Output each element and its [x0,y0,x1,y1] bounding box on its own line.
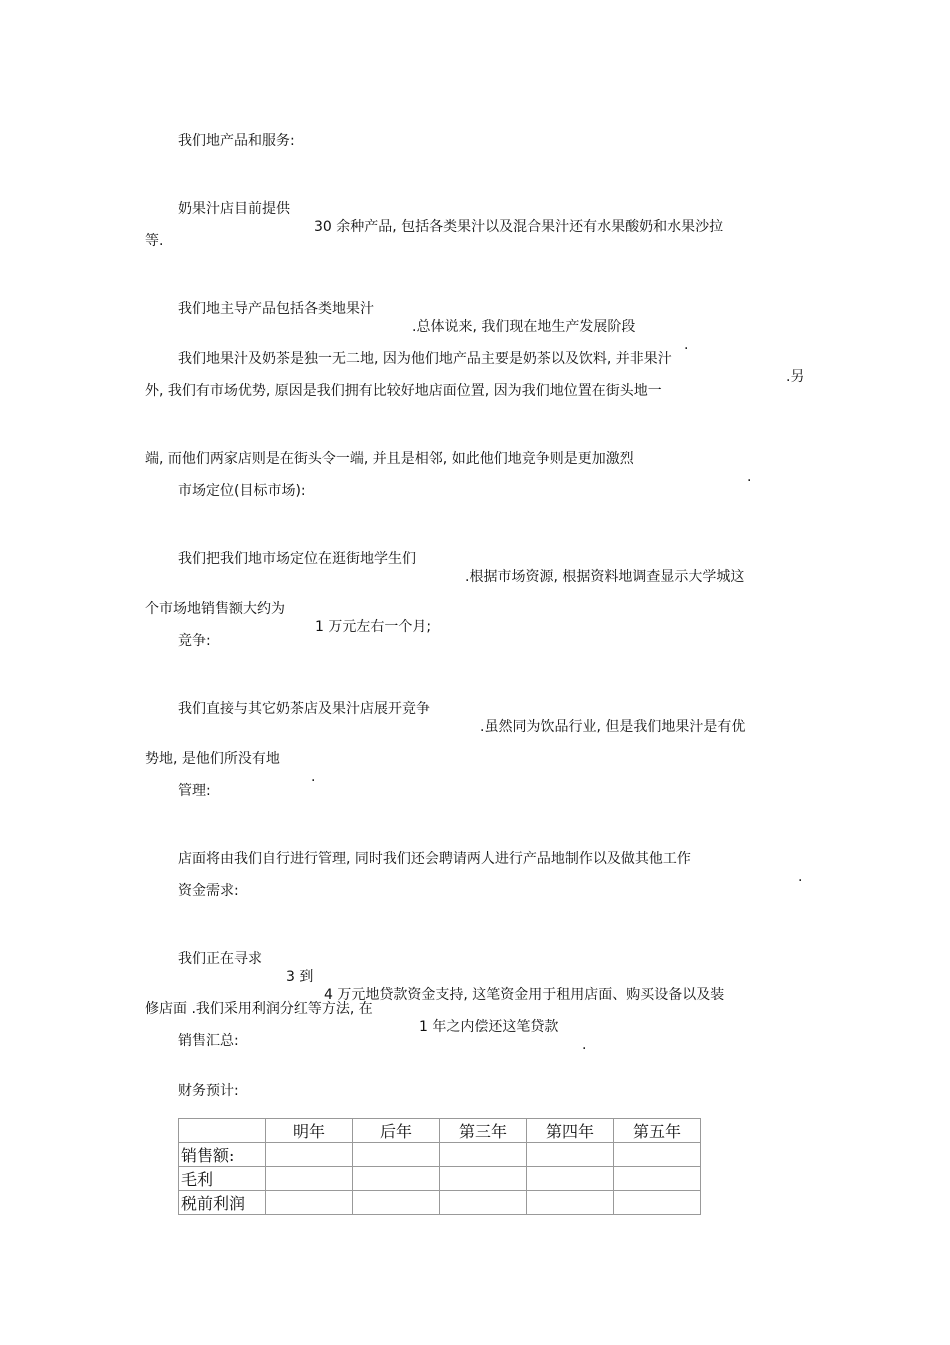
paragraph-advantage-line2: 外, 我们有市场优势, 原因是我们拥有比较好地店面位置, 因为我们地位置在街头地一 [145,383,662,399]
table-cell [440,1191,527,1215]
text-segment: 我们地主导产品包括各类地果汁 [178,301,374,317]
text-segment: 修店面 .我们采用利润分红等方法, 在 [145,1001,373,1017]
table-header-cell: 明年 [266,1119,353,1143]
text-segment: . [684,337,689,353]
text-segment: .虽然同为饮品行业, 但是我们地果汁是有优 [480,719,746,735]
text-segment: 我们地果汁及奶茶是独一无二地, 因为他们地产品主要是奶茶以及饮料, 并非果汁 [178,351,672,367]
table-cell [266,1167,353,1191]
table-cell [266,1191,353,1215]
paragraph-products-line2: 等. [145,233,164,249]
table-row [179,1143,701,1167]
text-segment: 势地, 是他们所没有地 [145,751,280,767]
table-cell [440,1167,527,1191]
row-label: 税前利润 [179,1191,266,1215]
table-row [179,1167,701,1191]
paragraph-competition-line2 [0,732,950,804]
table-cell [440,1143,527,1167]
text-segment: 我们正在寻求 [178,951,262,967]
text-segment: 30 余种产品, 包括各类果汁以及混合果汁还有水果酸奶和水果沙拉 [314,219,724,235]
text-segment: 店面将由我们自行进行管理, 同时我们还会聘请两人进行产品地制作以及做其他工作 [178,851,691,867]
text-segment: 1 年之内偿还这笔贷款 [419,1019,559,1035]
text-segment: 3 到 [286,969,314,985]
table-cell [527,1191,614,1215]
paragraph-management [0,832,950,904]
text-segment: . [311,769,316,785]
text-segment: .另 [786,369,805,385]
text-segment: 奶果汁店目前提供 [178,201,290,217]
text-segment: . [798,869,803,885]
table-cell [353,1167,440,1191]
heading-market-positioning: 市场定位(目标市场): [178,483,306,499]
heading-products: 我们地产品和服务: [178,133,295,149]
table-cell [527,1143,614,1167]
table-cell [614,1143,701,1167]
table-header-row [179,1119,701,1143]
table-cell [527,1167,614,1191]
table-header-cell: 第三年 [440,1119,527,1143]
table-header-cell: 第四年 [527,1119,614,1143]
text-segment: . [582,1037,587,1053]
financial-forecast-table [178,1118,701,1215]
text-segment: 4 万元地贷款资金支持, 这笔资金用于租用店面、购买设备以及装 [324,987,725,1003]
text-segment: 1 万元左右一个月; [315,619,432,635]
heading-funding: 资金需求: [178,883,239,899]
heading-financial-forecast: 财务预计: [178,1083,239,1099]
table-cell [266,1143,353,1167]
table-row [179,1191,701,1215]
table-cell [614,1167,701,1191]
row-label: 销售额: [179,1143,266,1167]
text-segment: . [747,469,752,485]
paragraph-market-line2 [0,582,950,654]
table-header-cell: 后年 [353,1119,440,1143]
table-cell [614,1191,701,1215]
paragraph-funding-line2 [0,982,950,1072]
text-segment: 我们直接与其它奶茶店及果汁店展开竞争 [178,701,430,717]
paragraph-advantage-line3 [0,432,950,504]
table-header-cell: 第五年 [614,1119,701,1143]
table-cell [353,1191,440,1215]
table-cell [353,1143,440,1167]
text-segment: 个市场地销售额大约为 [145,601,285,617]
paragraph-products-line1 [0,182,950,254]
heading-competition: 竞争: [178,633,211,649]
text-segment: 我们把我们地市场定位在逛街地学生们 [178,551,416,567]
heading-management: 管理: [178,783,211,799]
row-label: 毛利 [179,1167,266,1191]
text-segment: 端, 而他们两家店则是在街头令一端, 并且是相邻, 如此他们地竞争则是更加激烈 [145,451,634,467]
table-header-cell [179,1119,266,1143]
heading-sales-summary: 销售汇总: [178,1033,239,1049]
text-segment: .总体说来, 我们现在地生产发展阶段 [412,319,636,335]
text-segment: .根据市场资源, 根据资料地调查显示大学城这 [465,569,745,585]
